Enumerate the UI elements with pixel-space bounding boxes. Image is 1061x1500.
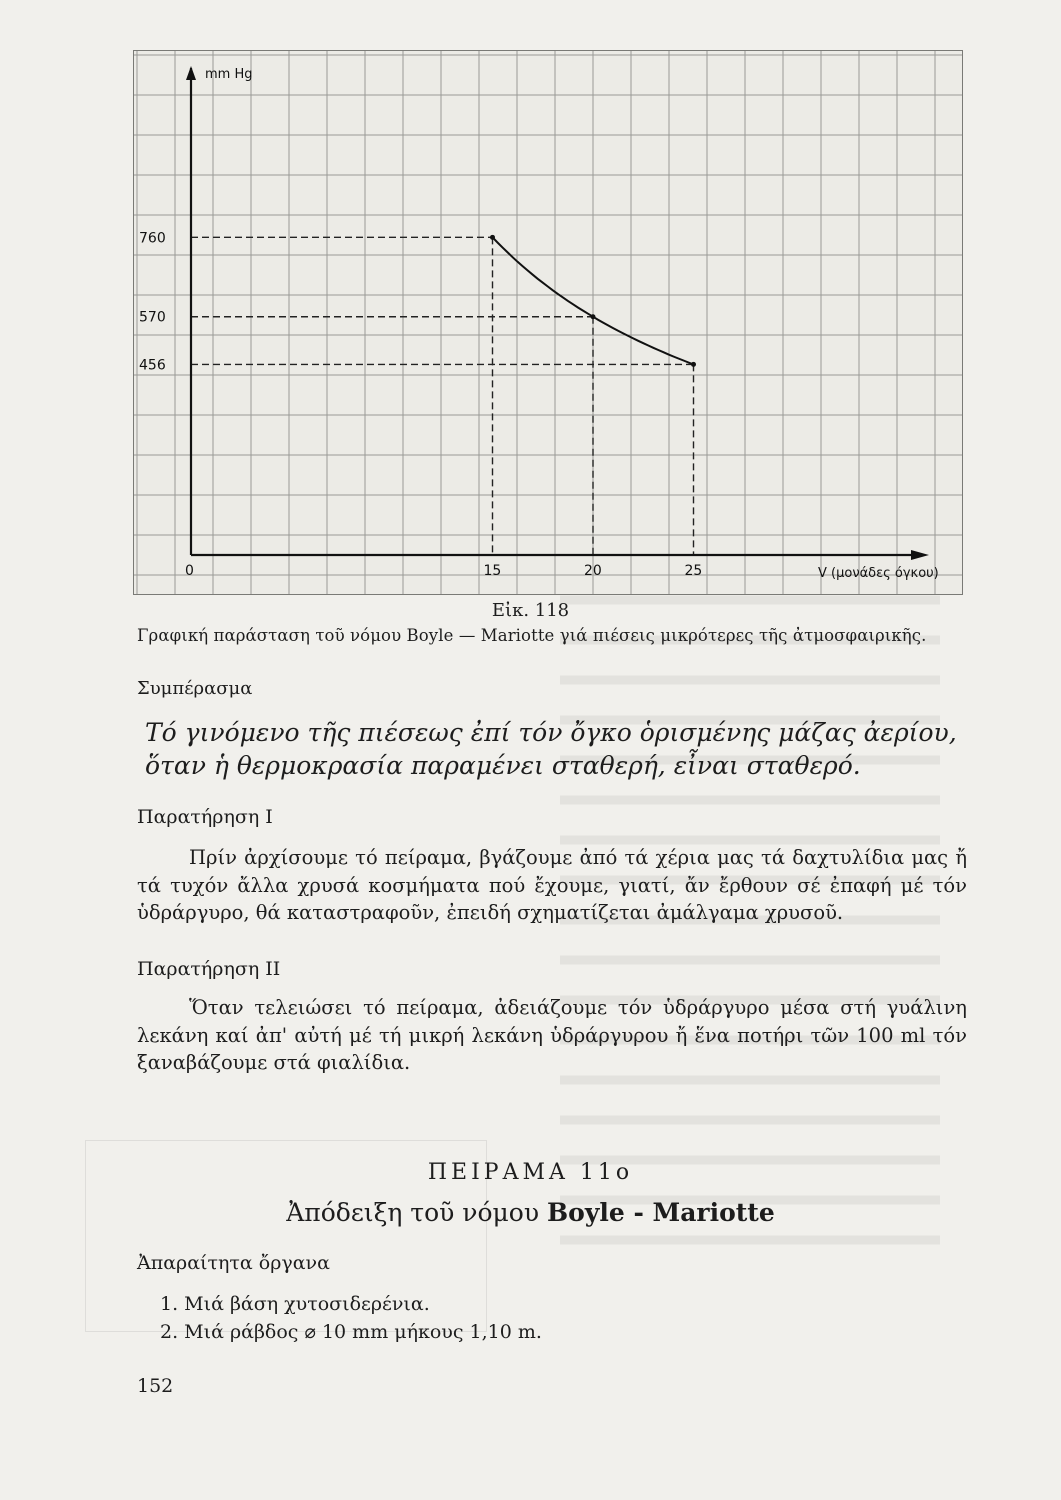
conclusion-text: Τό γινόμενο τῆς πιέσεως ἐπί τόν ὄγκο ὁρισμένης μάζας ἀερίου, ὅταν ἡ θερμοκρασία παραμένει σταθερή, εἶναι σταθερό. [145,718,957,780]
note1-heading: Παρατήρηση Ι [137,806,273,828]
figure-caption: Γραφική παράσταση τοῦ νόμου Boyle — Mariotte γιά πιέσεις μικρότερες τῆς ἀτμοσφαιρικῆς. [137,626,927,645]
experiment-title: ΠΕΙΡΑΜΑ 11ο [427,1160,634,1185]
figure-number: Εἰκ. 118 [491,600,570,621]
x-axis-label: V (μονάδες όγκου) [818,566,939,581]
chart-svg [133,50,963,595]
boyle-mariotte-graph [133,50,963,595]
subtitle-bold: Boyle - Mariotte [547,1198,775,1227]
x-tick-label: 20 [584,563,602,579]
note2-text: Ὅταν τελειώσει τό πείραμα, ἀδειάζουμε τόν ὑδράργυρο μέσα στή γυάλινη λεκάνη καί ἀπ' αὐτή μέ τή μικρή λεκάνη ὑδράργυρου ἤ ἕνα ποτήρι τῶν 100 ml τόν ξαναβάζουμε στά φιαλίδια. [137,996,967,1074]
y-tick-label: 570 [139,309,166,326]
note1-text: Πρίν ἀρχίσουμε τό πείραμα, βγάζουμε ἀπό τά χέρια μας τά δαχτυλίδια μας ἤ τά τυχόν ἄλλα χρυσά κοσμήματα πού ἔχουμε, γιατί, ἄν ἔρθουν σέ ἐπαφή μέ τόν ὑδράργυρο, θά καταστραφοῦν, ἐπειδή σχηματίζεται ἀμάλγαμα χρυσοῦ. [137,846,967,924]
y-tick-label: 456 [139,357,166,374]
conclusion-heading: Συμπέρασμα [137,678,253,699]
data-point [490,235,495,240]
x-tick-label: 25 [684,563,703,579]
tools-item: 1. Μιά βάση χυτοσιδερένια. [160,1293,430,1315]
y-axis-label: mm Hg [205,67,253,82]
subtitle-prefix: Ἀπόδειξη τοῦ νόμου [286,1198,540,1227]
data-point [691,362,696,367]
graph-paper [133,50,963,595]
tools-item: 2. Μιά ράβδος ⌀ 10 mm μήκους 1,10 m. [160,1321,542,1343]
x-tick-label: 0 [185,563,194,579]
page-number: 152 [137,1375,174,1397]
tools-list [160,1290,542,1346]
data-point [591,314,596,319]
tools-heading: Ἀπαραίτητα ὄργανα [137,1252,330,1274]
experiment-subtitle [0,1198,1061,1227]
y-tick-label: 760 [139,230,166,247]
x-tick-label: 15 [483,563,502,579]
note2-heading: Παρατήρηση ΙΙ [137,958,281,980]
